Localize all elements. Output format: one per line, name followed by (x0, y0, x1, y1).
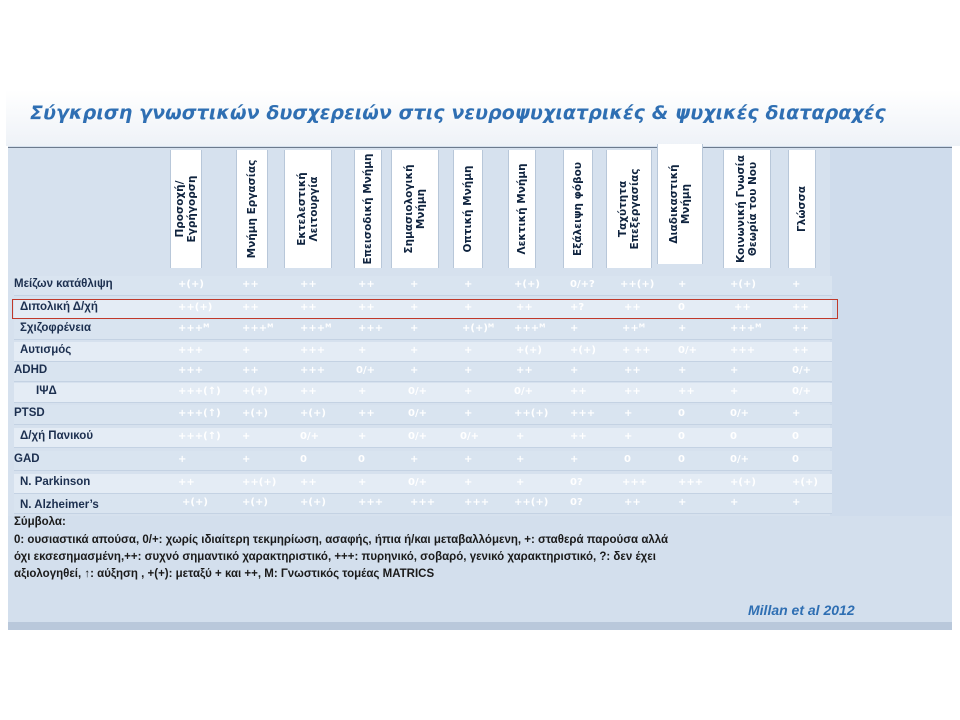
cell: +++ (178, 365, 204, 376)
cell: ++ (178, 477, 195, 488)
cell: ++(+) (178, 302, 213, 313)
cell: ++ (300, 386, 317, 397)
cell: 0/+ (408, 386, 427, 397)
cell: 0/+ (730, 454, 749, 465)
cell: ++ (734, 302, 751, 313)
cell: ++ (792, 302, 809, 313)
cell: 0/+ (514, 386, 533, 397)
cell: +++ (358, 497, 384, 508)
legend-line: αξιολογηθεί, ↑: αύξηση , +(+): μεταξύ + και ++, M: Γνωστικός τομέας MATRICS (14, 568, 435, 580)
cell: 0 (624, 454, 631, 465)
cell: + (410, 454, 419, 465)
cell: + (464, 302, 473, 313)
cell: 0/+ (300, 431, 319, 442)
cell: + (464, 279, 473, 290)
cell: ++ (516, 302, 533, 313)
cell: ++ (624, 386, 641, 397)
cell: +(+) (514, 279, 540, 290)
cell: + (678, 365, 687, 376)
cell: ++(+) (514, 497, 549, 508)
legend-line: 0: ουσιαστικά απούσα, 0/+: χωρίς ιδιαίτερη τεκμηρίωση, ασαφής, ήπια ή/και μεταβαλλόμενη, +: σταθερά παρούσα αλλά (14, 534, 669, 546)
cell: + (464, 477, 473, 488)
cell: + (464, 454, 473, 465)
cell: + (792, 408, 801, 419)
citation: Millan et al 2012 (748, 602, 855, 618)
cell: + (410, 323, 419, 334)
row-label: Δ/χή Πανικού (20, 430, 94, 442)
column-header-fear-extinction: Εξάλειψη φόβου (563, 150, 593, 268)
cell: +++(↑) (178, 386, 221, 397)
cell: + (792, 279, 801, 290)
row-label: ΙΨΔ (36, 385, 57, 397)
cell: 0 (792, 454, 799, 465)
legend-heading: Σύμβολα: (14, 516, 66, 528)
cell: 0/+ (356, 365, 375, 376)
column-header-language: Γλώσσα (788, 150, 816, 268)
cell: + (242, 431, 251, 442)
cell: 0/+ (408, 477, 427, 488)
cell: + ++ (622, 345, 651, 356)
cell: ++ (570, 431, 587, 442)
cell: + (242, 454, 251, 465)
cell: + (358, 431, 367, 442)
cell: +++ᴹ (514, 323, 546, 334)
column-header-social-cognition: Κοινωνική Γνωσία Θεωρία του Νου (723, 150, 771, 268)
cell: ++(+) (242, 477, 277, 488)
cell: +(+) (570, 345, 596, 356)
cell: +(+) (182, 497, 208, 508)
cell: + (516, 477, 525, 488)
cell: +(+) (242, 408, 268, 419)
cell: 0 (678, 302, 685, 313)
cell: ++ (624, 365, 641, 376)
cell: + (678, 279, 687, 290)
cell: ++ (358, 279, 375, 290)
row-label: Σχιζοφρένεια (20, 322, 92, 334)
cell: +++ᴹ (242, 323, 274, 334)
cell: 0/+ (792, 386, 811, 397)
cell: ++ (516, 365, 533, 376)
cell: 0 (678, 408, 685, 419)
table-row (14, 276, 832, 296)
cell: 0 (358, 454, 365, 465)
cell: + (464, 386, 473, 397)
cell: 0 (730, 431, 737, 442)
column-header-visual-memory: Οπτική Μνήμη (453, 150, 483, 268)
column-header-verbal-memory: Λεκτική Μνήμη (508, 150, 536, 268)
cell: 0 (792, 431, 799, 442)
cell: ++ (678, 386, 695, 397)
cell: + (410, 279, 419, 290)
cell: +(+) (178, 279, 204, 290)
cell: ++ (300, 302, 317, 313)
table-row (14, 383, 832, 403)
cell: 0/+? (570, 279, 595, 290)
cell: ++ (570, 386, 587, 397)
column-header-procedural-memory: Διαδικαστική Μνήμη (657, 144, 703, 264)
cell: +(+) (242, 386, 268, 397)
cell: 0/+ (408, 431, 427, 442)
cell: +++ (570, 408, 596, 419)
cell: + (730, 386, 739, 397)
table-row (14, 474, 832, 494)
cell: +(+) (792, 477, 818, 488)
cell: + (792, 497, 801, 508)
cell: +++ᴹ (730, 323, 762, 334)
cell: + (570, 323, 579, 334)
cell: + (242, 345, 251, 356)
cell: +(+) (516, 345, 542, 356)
bipolar-row-highlight (12, 299, 838, 319)
column-header-semantic-memory: Σημασιολογική Μνήμη (391, 150, 439, 268)
page-title: Σύγκριση γνωστικών δυσχερειών στις νευροψυχιατρικές & ψυχικές διαταραχές (30, 102, 886, 124)
cell: + (730, 497, 739, 508)
cell: + (358, 477, 367, 488)
row-label: Αυτισμός (20, 344, 72, 356)
column-header-episodic-memory: Επεισοδική Μνήμη (354, 150, 382, 268)
cell: 0 (678, 431, 685, 442)
cell: +++ (410, 497, 436, 508)
table-row (14, 451, 832, 471)
cell: + (464, 365, 473, 376)
cell: ++ (300, 279, 317, 290)
cell: +(+)ᴹ (462, 323, 495, 334)
cell: + (570, 365, 579, 376)
row-label: N. Alzheimer’s (20, 499, 99, 511)
cell: 0 (678, 454, 685, 465)
cell: + (570, 454, 579, 465)
cell: +++ (300, 345, 326, 356)
cell: +++ (678, 477, 704, 488)
legend-line: όχι εκσεσημασμένη,++: συχνό σημαντικό χαρακτηριστικό, +++: πυρηνικό, σοβαρό, γενικό χαρακτηριστικό, ?: δεν έχει (14, 551, 656, 563)
column-header-executive-function: Εκτελεστική Λειτουργία (284, 150, 332, 268)
cell: ++ (242, 302, 259, 313)
table-row (14, 342, 832, 362)
row-label: ADHD (14, 364, 48, 376)
cell: +++ (730, 345, 756, 356)
cell: 0/+ (408, 408, 427, 419)
cell: + (464, 345, 473, 356)
cell: + (678, 497, 687, 508)
cell: ++ᴹ (622, 323, 646, 334)
cell: +++ (464, 497, 490, 508)
table-row (14, 362, 832, 382)
cell: ++(+) (514, 408, 549, 419)
cell: 0/+ (792, 365, 811, 376)
cell: +++(↑) (178, 431, 221, 442)
cell: ++ (242, 279, 259, 290)
cell: + (410, 345, 419, 356)
cell: +++ᴹ (300, 323, 332, 334)
cell: ++ (792, 323, 809, 334)
table-row (14, 494, 832, 514)
cell: + (516, 431, 525, 442)
row-label: Μείζων κατάθλιψη (14, 278, 113, 290)
cell: + (178, 454, 187, 465)
cell: +++ (178, 345, 204, 356)
cell: ++(+) (620, 279, 655, 290)
cell: 0/+ (730, 408, 749, 419)
table-row (14, 428, 832, 448)
row-label: N. Parkinson (20, 476, 91, 488)
column-header-attention: Προσοχή/Εγρήγορση (170, 150, 202, 268)
cell: 0/+ (460, 431, 479, 442)
cell: 0 (300, 454, 307, 465)
cell: + (730, 365, 739, 376)
cell: ++ (300, 477, 317, 488)
table-row (14, 320, 832, 340)
cell: + (358, 386, 367, 397)
cell: ++ (358, 302, 375, 313)
cell: + (358, 345, 367, 356)
column-header-processing-speed: Ταχύτητα Επεξεργασίας (606, 150, 652, 268)
table-top-line (8, 147, 952, 148)
cell: 0? (570, 497, 583, 508)
cell: ++ (624, 497, 641, 508)
cell: 0? (570, 477, 583, 488)
cell: + (624, 431, 633, 442)
cell: +++ᴹ (178, 323, 210, 334)
cell: + (410, 365, 419, 376)
cell: ++ (242, 365, 259, 376)
cell: +(+) (730, 477, 756, 488)
cell: + (464, 408, 473, 419)
cell: +(+) (300, 408, 326, 419)
row-label: GAD (14, 453, 40, 465)
cell: + (678, 323, 687, 334)
cell: + (624, 408, 633, 419)
cell: + (516, 454, 525, 465)
cell: +++(↑) (178, 408, 221, 419)
cell: +++ (622, 477, 648, 488)
cell: +(+) (242, 497, 268, 508)
cell: +++ (358, 323, 384, 334)
cell: +(+) (300, 497, 326, 508)
bottom-strip (8, 622, 952, 630)
column-header-working-memory: Μνήμη Εργασίας (236, 150, 268, 268)
cell: +++ (300, 365, 326, 376)
row-label: PTSD (14, 407, 45, 419)
cell: ++ (624, 302, 641, 313)
cell: +(+) (730, 279, 756, 290)
table-row (14, 405, 832, 425)
row-label: Διπολική Δ/χή (20, 301, 98, 313)
cell: + (410, 302, 419, 313)
cell: ++ (358, 408, 375, 419)
cell: 0/+ (678, 345, 697, 356)
cell: +? (570, 302, 585, 313)
cell: ++ (792, 345, 809, 356)
